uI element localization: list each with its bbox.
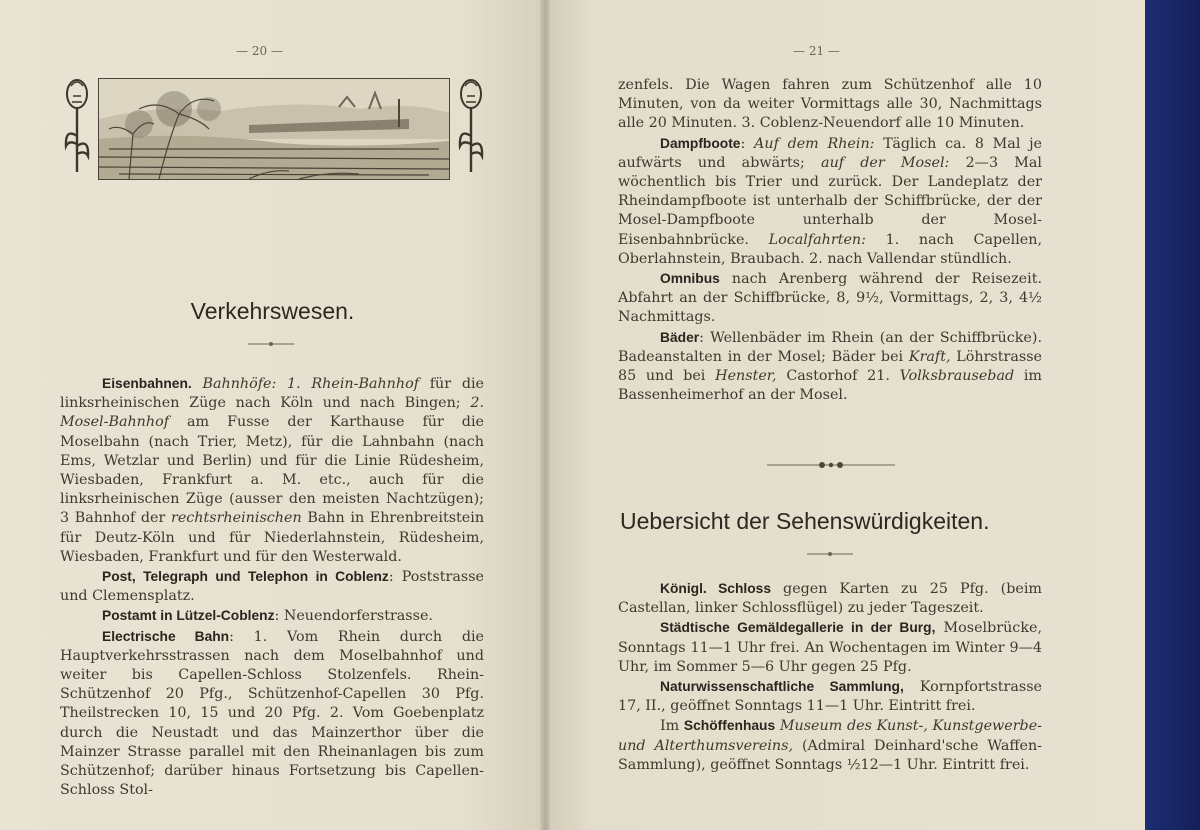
paragraph-continuation: zenfels. Die Wagen fahren zum Schützenhof alle 10 Minuten, von da weiter Vormittags alle 30, Nachmittags alle 20 Minuten. 3. Coblenz-Neuendorf alle 10 Minuten. bbox=[618, 77, 1042, 132]
paragraph-naturwissenschaft: Naturwissenschaftliche Sammlung, Kornpfortstrasse 17, II., geöffnet Sonntags 11—1 Uhr. Eintritt frei. bbox=[618, 679, 1043, 715]
sights-text-block bbox=[618, 579, 1042, 775]
paragraph-dampfboote: Dampfboote: Auf dem Rhein: Täglich ca. 8 Mal je aufwärts und abwärts; auf der Mosel: 2—3 Mal wöchentlich bis Trier und zurück. Der Landeplatz der Rheindampfboote ist unterhalb der Schiffbrücke, der der Mosel-Dampfboote unterhalb der Mosel-Eisenbahnbrücke. Localfahrten: 1. nach Capellen, Oberlahnstein, Braubach. 2. nach Vallendar stündlich. bbox=[618, 135, 1043, 267]
right-page bbox=[545, 0, 1145, 830]
page-number: — 21 — bbox=[793, 44, 840, 58]
tulip-ornament-right bbox=[454, 76, 488, 176]
tulip-ornament-left bbox=[60, 76, 94, 176]
book-gutter bbox=[540, 0, 550, 830]
paragraph-post: Post, Telegraph und Telephon in Coblenz: Poststrasse und Clemensplatz. bbox=[60, 569, 484, 605]
paragraph-baeder: Bäder: Wellenbäder im Rhein (an der Schiffbrücke). Badeanstalten in der Mosel; Bäder bei Kraft, Löhrstrasse 85 und bei Henster, Castorhof 21. Volksbrausebad im Bassenheimerhof an der Mosel. bbox=[618, 329, 1042, 404]
paragraph-schoeffenhaus: Im Schöffenhaus Museum des Kunst-, Kunstgewerbe- und Alterthumsvereins, (Admiral Deinhard'sche Waffen-Sammlung), geöffnet Sonntags ½12—1 Uhr. Eintritt frei. bbox=[618, 718, 1043, 773]
background-edge bbox=[1145, 0, 1200, 830]
paragraph-omnibus: Omnibus nach Arenberg während der Reisezeit. Abfahrt an der Schiffbrücke, 8, 9½, Vormittags, 2, 3, 4½ Nachmittags. bbox=[618, 271, 1042, 326]
section-title-2: Uebersicht der Sehenswürdigkeiten. bbox=[620, 508, 990, 534]
paragraph-gemaeldegallerie: Städtische Gemäldegallerie in der Burg, Moselbrücke, Sonntags 11—1 Uhr frei. An Wochentagen im Winter 9—4 Uhr, im Sommer 5—6 Uhr gegen 25 Pfg. bbox=[618, 620, 1042, 675]
paragraph-electrische-bahn: Electrische Bahn: 1. Vom Rhein durch die Hauptverkehrsstrassen nach dem Moselbahnhof und weiter bis Capellen-Schloss Stolzenfels. Rhein-Schützenhof 20 Pfg., Schützenhof-Capellen 30 Pfg. Theilstrecken 10, 15 und 20 Pfg. 2. Vom Goebenplatz durch die Neustadt und das Mainzerthor über die Mainzer Strasse parallel mit den Rheinanlagen bis zum Schützenhof; darüber hinaus Fortsetzung bis Capellen-Schloss Stol- bbox=[60, 628, 485, 799]
left-text-block bbox=[60, 374, 484, 800]
landscape-engraving bbox=[98, 78, 450, 180]
left-page bbox=[0, 0, 545, 830]
paragraph-eisenbahnen: Eisenbahnen. Bahnhöfe: 1. Rhein-Bahnhof für die linksrheinischen Züge nach Köln und nach Bingen; 2. Mosel-Bahnhof am Fusse der Karthause für die Moselbahn (nach Trier, Metz), für die Lahnbahn (nach Ems, Wetzlar und Berlin) und für die Linie Rüdesheim, Wiesbaden, Frankfurt a. M. etc., auch für die linksrheinischen Züge (ausser den meisten Nachtzügen); 3 Bahnhof der rechtsrheinischen Bahn in Ehrenbreitstein für Deutz-Köln und für Niederlahnstein, Rüdesheim, Wiesbaden, Frankfurt und für den Westerwald. bbox=[60, 376, 485, 565]
title-rule-ornament bbox=[807, 550, 853, 558]
right-text-block bbox=[618, 76, 1042, 405]
paragraph-schloss: Königl. Schloss gegen Karten zu 25 Pfg. (beim Castellan, linker Schlossflügel) zu jeder Tageszeit. bbox=[618, 581, 1042, 617]
section-title: Verkehrswesen. bbox=[190, 298, 355, 324]
title-rule-ornament bbox=[248, 340, 294, 348]
section-divider-ornament bbox=[767, 459, 895, 471]
page-number: — 20 — bbox=[236, 44, 283, 58]
paragraph-postamt: Postamt in Lützel-Coblenz: Neuendorferstrasse. bbox=[102, 608, 433, 625]
